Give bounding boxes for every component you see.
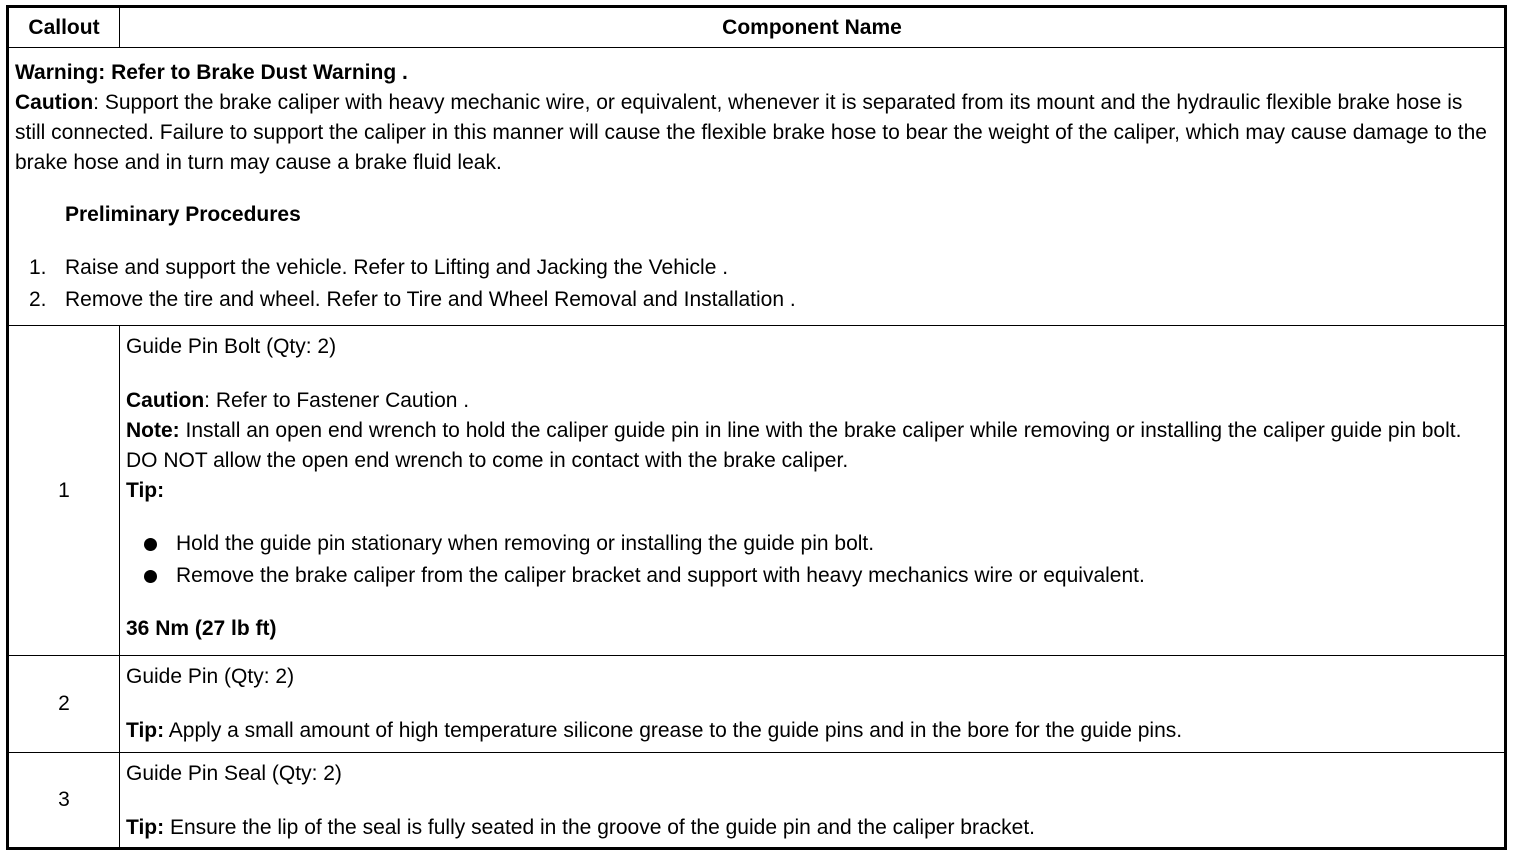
table-row — [8, 326, 1506, 656]
tip-text: Remove the brake caliper from the caliper bracket and support with heavy mechanics wire or equivalent. — [176, 564, 1145, 587]
caution-label: Caution — [15, 91, 94, 114]
torque-spec: 36 Nm (27 lb ft) — [126, 617, 277, 640]
callout-number: 1 — [8, 326, 120, 656]
component-cell — [120, 656, 1506, 753]
callout-header: Callout — [8, 7, 120, 48]
callout-number: 3 — [8, 753, 120, 849]
note-text: Install an open end wrench to hold the caliper guide pin in line with the brake caliper while removing or installing the caliper guide pin bolt. DO NOT allow the open end wrench to come in contact with the brake caliper. — [126, 419, 1462, 472]
tip-text: Apply a small amount of high temperature silicone grease to the guide pins and in the bore for the guide pins. — [164, 719, 1183, 742]
intro-cell — [8, 48, 1506, 326]
tip-label: Tip: — [126, 719, 165, 742]
step-item — [15, 284, 1498, 316]
bullet-icon — [144, 538, 157, 551]
list-item — [126, 528, 1498, 560]
step-text: Raise and support the vehicle. Refer to Lifting and Jacking the Vehicle . — [65, 256, 729, 279]
tip-text: Ensure the lip of the seal is fully seated in the groove of the guide pin and the caliper bracket. — [164, 816, 1035, 839]
step-number: 1. — [29, 256, 47, 279]
intro-row — [8, 48, 1506, 326]
tip-paragraph — [126, 716, 1498, 746]
note-paragraph — [126, 416, 1498, 476]
procedure-table — [6, 5, 1507, 850]
warning-text: Refer to Brake Dust Warning . — [111, 61, 408, 84]
caution-text: : Support the brake caliper with heavy mechanic wire, or equivalent, whenever it is separated from its mount and the hydraulic flexible brake hose is still connected. Failure to support the caliper in this manner will cause the flexible brake hose to bear the weight of the caliper, which may cause damage to the brake hose and in turn may cause a brake fluid leak. — [15, 91, 1487, 174]
table-row — [8, 656, 1506, 753]
step-text: Remove the tire and wheel. Refer to Tire and Wheel Removal and Installation . — [65, 288, 796, 311]
caution-paragraph — [15, 88, 1498, 178]
caution-text: : Refer to Fastener Caution . — [204, 389, 470, 412]
tip-paragraph — [126, 813, 1498, 843]
step-item — [15, 252, 1498, 284]
caution-label: Caution — [126, 389, 205, 412]
step-number: 2. — [29, 288, 47, 311]
tip-text: Hold the guide pin stationary when removing or installing the guide pin bolt. — [176, 532, 875, 555]
caution-line — [126, 386, 1498, 416]
preliminary-steps — [15, 252, 1498, 316]
bullet-icon — [144, 570, 157, 583]
warning-label: Warning: — [15, 61, 106, 84]
note-label: Note: — [126, 419, 180, 442]
header-row — [8, 7, 1506, 48]
component-name-header: Component Name — [120, 7, 1506, 48]
table-row — [8, 753, 1506, 849]
tip-list — [126, 528, 1498, 592]
component-cell — [120, 753, 1506, 849]
tip-label: Tip: — [126, 479, 165, 502]
component-name: Guide Pin Seal (Qty: 2) — [126, 762, 342, 785]
component-name: Guide Pin Bolt (Qty: 2) — [126, 335, 337, 358]
preliminary-title: Preliminary Procedures — [65, 203, 301, 226]
list-item — [126, 560, 1498, 592]
tip-label: Tip: — [126, 816, 165, 839]
component-cell — [120, 326, 1506, 656]
callout-number: 2 — [8, 656, 120, 753]
warning-line — [15, 58, 1498, 88]
component-name: Guide Pin (Qty: 2) — [126, 665, 295, 688]
